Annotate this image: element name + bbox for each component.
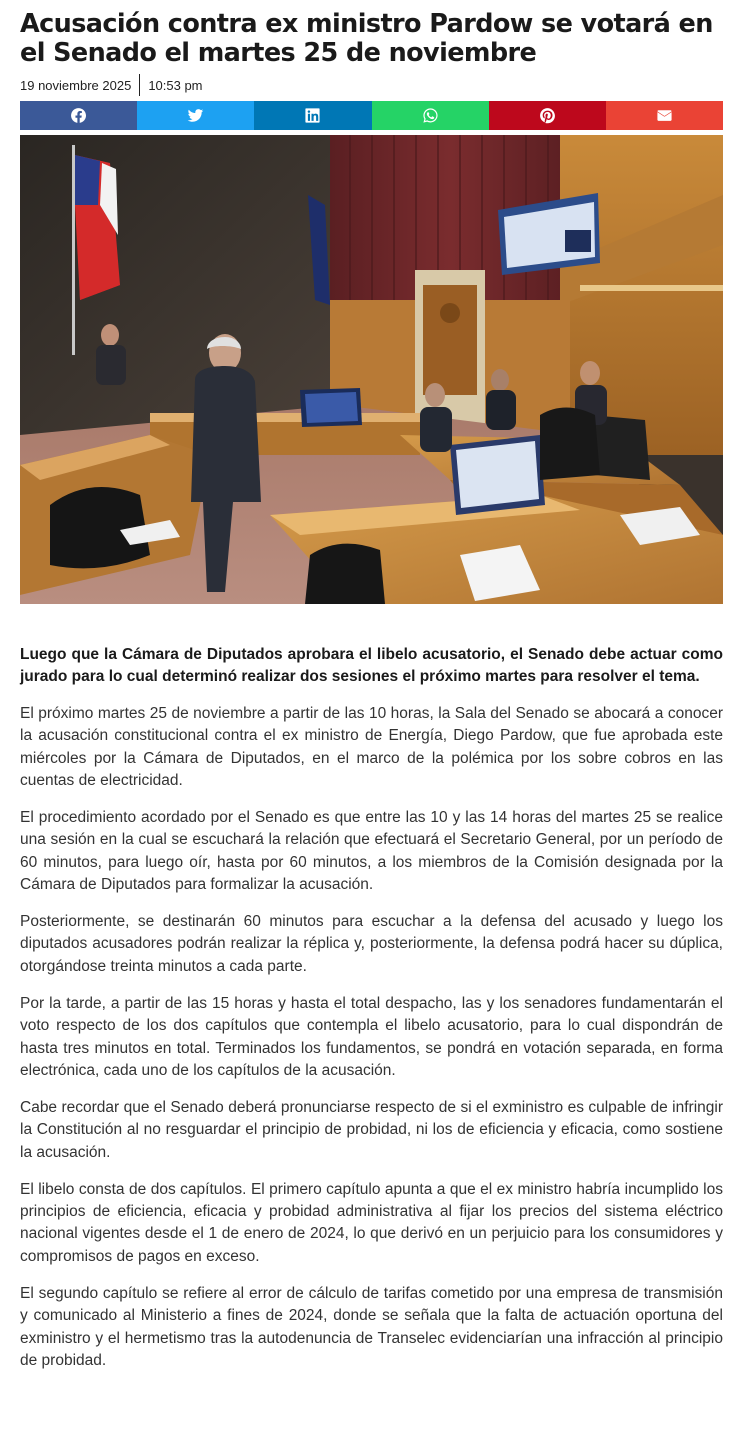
senate-chamber-illustration (20, 135, 723, 604)
twitter-icon (187, 107, 204, 124)
article-photo-senate-chamber (20, 135, 723, 604)
article-title: Acusación contra ex ministro Pardow se votará en el Senado el martes 25 de noviembre (20, 9, 713, 68)
share-facebook-button[interactable] (20, 101, 137, 130)
article-lead: Luego que la Cámara de Diputados aprobara el libelo acusatorio, el Senado debe actuar como jurado para lo cual determinó realizar dos sesiones el próximo martes para resolver el tema. (20, 646, 723, 686)
share-twitter-button[interactable] (137, 101, 254, 130)
article-paragraph: El próximo martes 25 de noviembre a partir de las 10 horas, la Sala del Senado se abocará a conocer la acusación constitucional contra el ex ministro de Energía, Diego Pardow, que fue aprobada este miércoles por la Cámara de Diputados, en el marco de la polémica por los sobre cobros en las cuentas de electricidad. (20, 704, 723, 790)
meta-divider (139, 74, 140, 96)
share-whatsapp-button[interactable] (372, 101, 489, 130)
share-bar (20, 101, 723, 130)
article-body (20, 644, 723, 1372)
pinterest-icon (539, 107, 556, 124)
share-email-button[interactable] (606, 101, 723, 130)
email-icon (656, 107, 673, 124)
article-meta (20, 74, 723, 96)
share-pinterest-button[interactable] (489, 101, 606, 130)
linkedin-icon (304, 107, 321, 124)
publish-time: 10:53 pm (148, 77, 203, 93)
article-paragraph: Cabe recordar que el Senado deberá pronunciarse respecto de si el exministro es culpable de infringir la Constitución al no resguardar el principio de probidad, ni los de eficiencia y eficacia, como sostiene la acusación. (20, 1098, 723, 1161)
article-paragraph: Por la tarde, a partir de las 15 horas y hasta el total despacho, las y los senadores fundamentarán el voto respecto de los dos capítulos que contempla el libelo acusatorio, para lo cual dispondrán de hasta tres minutos en total. Terminados los fundamentos, se pondrá en votación separada, en forma electrónica, cada uno de los capítulos de la acusación. (20, 994, 723, 1079)
share-linkedin-button[interactable] (254, 101, 371, 130)
facebook-icon (70, 107, 87, 124)
article-paragraph: El segundo capítulo se refiere al error de cálculo de tarifas cometido por una empresa de transmisión y comunicado al Ministerio a fines de 2024, donde se señala que la falta de actuación oportuna del exministro y el hermetismo tras la autodenuncia de Transelec evidenciarían una infracción al principio de probidad. (20, 1284, 723, 1369)
article-paragraph: El procedimiento acordado por el Senado es que entre las 10 y las 14 horas del martes 25 se realice una sesión en la cual se escuchará la relación que efectuará el Secretario General, por un período de 60 minutos, para luego oír, hasta por 60 minutos, a los miembros de la Comisión designada por la Cámara de Diputados para formalizar la acusación. (20, 808, 723, 894)
publish-date: 19 noviembre 2025 (20, 77, 132, 93)
whatsapp-icon (422, 107, 439, 124)
article-paragraph: El libelo consta de dos capítulos. El primero capítulo apunta a que el ex ministro habría incumplido los principios de eficiencia, eficacia y probidad administrativa al fijar los precios del sistema eléctrico nacional vigentes desde el 1 de enero de 2024, lo que derivó en un perjuicio para los consumidores y compromisos de pagos en exceso. (20, 1180, 723, 1265)
article-paragraph: Posteriormente, se destinarán 60 minutos para escuchar a la defensa del acusado y luego los diputados acusadores podrán realizar la réplica y, posteriormente, la defensa podrá hacer su dúplica, otorgándose treinta minutos a cada parte. (20, 913, 723, 975)
